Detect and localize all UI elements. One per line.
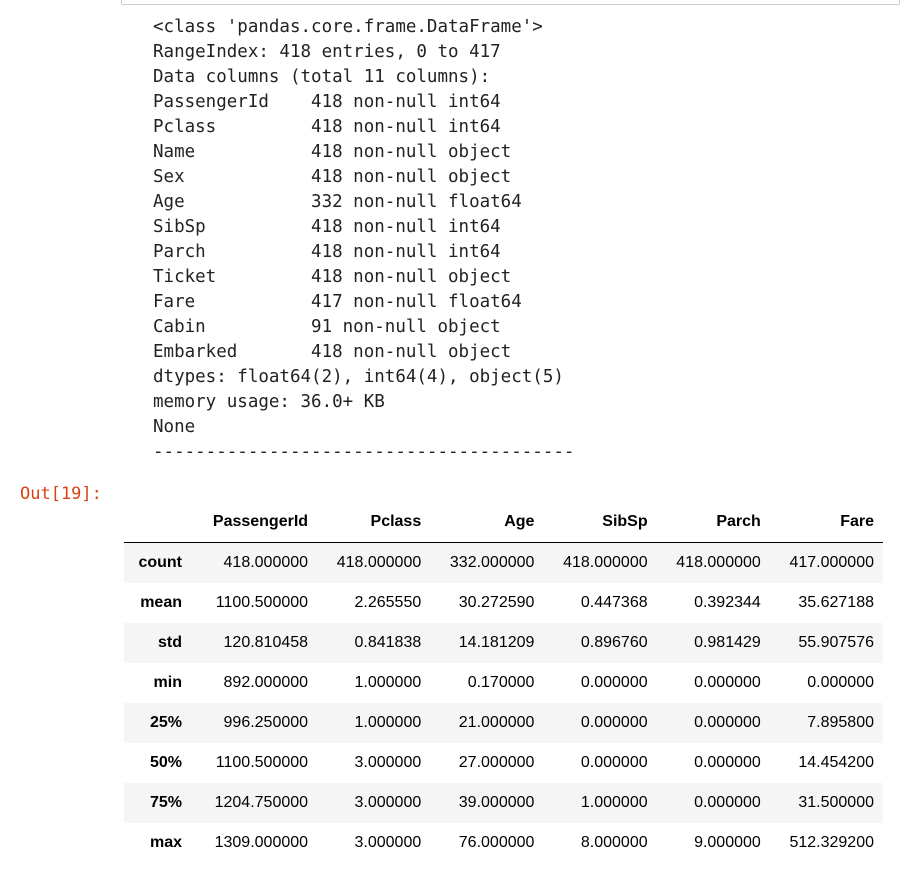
table-row: [124, 743, 883, 783]
table-cell: 76.000000: [458, 834, 535, 851]
table-cell: 0.841838: [354, 634, 422, 651]
output-prompt: Out[19]:: [20, 484, 102, 504]
describe-table: [124, 502, 883, 863]
table-cell: 3.000000: [354, 794, 422, 811]
row-index-label: 50%: [149, 754, 182, 771]
column-header: Age: [430, 502, 543, 543]
stdout-line: RangeIndex: 418 entries, 0 to 417: [153, 42, 501, 62]
table-row: [124, 783, 883, 823]
column-header: Fare: [770, 502, 883, 543]
table-cell: 0.896760: [580, 634, 648, 651]
code-cell-frame[interactable]: [121, 0, 900, 5]
table-cell: 332.000000: [449, 554, 535, 571]
table-cell: 3.000000: [354, 834, 422, 851]
row-index-label: count: [138, 554, 182, 571]
table-cell: 39.000000: [458, 794, 535, 811]
table-row: [124, 623, 883, 663]
table-cell: 30.272590: [458, 594, 535, 611]
stdout-line: Parch 418 non-null int64: [153, 242, 501, 262]
stdout-line: Cabin 91 non-null object: [153, 317, 501, 337]
stdout-line: PassengerId 418 non-null int64: [153, 92, 501, 112]
row-index-label: 25%: [149, 714, 182, 731]
table-cell: 8.000000: [580, 834, 648, 851]
stdout-line: ----------------------------------------: [153, 442, 575, 462]
column-header: SibSp: [543, 502, 656, 543]
table-cell: 1204.750000: [214, 794, 309, 811]
table-cell: 417.000000: [789, 554, 874, 571]
table-cell: 0.000000: [694, 714, 761, 731]
stdout-line: Name 418 non-null object: [153, 142, 512, 162]
stdout-line: Age 332 non-null float64: [153, 192, 522, 212]
stdout-line: dtypes: float64(2), int64(4), object(5): [153, 367, 564, 387]
table-cell: 2.265550: [354, 594, 422, 611]
row-index-label: min: [153, 674, 182, 691]
column-header: [124, 502, 191, 543]
stdout-line: None: [153, 417, 196, 437]
table-row: [124, 663, 883, 703]
table-cell: 996.250000: [223, 714, 309, 731]
table-cell: 0.170000: [467, 674, 535, 691]
table-cell: 7.895800: [807, 714, 874, 731]
table-cell: 418.000000: [676, 554, 761, 571]
table-header-row: [124, 502, 883, 543]
table-cell: 892.000000: [223, 674, 309, 691]
table-cell: 31.500000: [798, 794, 874, 811]
table-cell: 35.627188: [798, 594, 874, 611]
stdout-line: <class 'pandas.core.frame.DataFrame'>: [153, 17, 543, 37]
stdout-output: [153, 15, 753, 465]
column-header: Parch: [657, 502, 770, 543]
table-cell: 0.000000: [694, 794, 761, 811]
row-index-label: max: [149, 834, 182, 851]
table-cell: 1.000000: [354, 674, 422, 691]
stdout-line: Ticket 418 non-null object: [153, 267, 512, 287]
stdout-line: Fare 417 non-null float64: [153, 292, 522, 312]
table-cell: 1.000000: [580, 794, 648, 811]
table-cell: 14.454200: [798, 754, 874, 771]
table-cell: 418.000000: [336, 554, 422, 571]
column-header: Pclass: [317, 502, 430, 543]
table-cell: 120.810458: [223, 634, 309, 651]
row-index-label: std: [158, 634, 182, 651]
row-index-label: 75%: [149, 794, 182, 811]
table-row: [124, 583, 883, 623]
table-row: [124, 703, 883, 743]
table-cell: 0.000000: [580, 674, 648, 691]
table-cell: 9.000000: [694, 834, 761, 851]
table-cell: 0.000000: [694, 754, 761, 771]
table-cell: 512.329200: [789, 834, 874, 851]
table-cell: 418.000000: [563, 554, 648, 571]
table-cell: 0.392344: [694, 594, 761, 611]
table-cell: 1100.500000: [215, 594, 309, 611]
table-cell: 0.000000: [694, 674, 761, 691]
table-cell: 0.447368: [580, 594, 648, 611]
table-cell: 0.000000: [807, 674, 874, 691]
stdout-line: Data columns (total 11 columns):: [153, 67, 491, 87]
table-cell: 14.181209: [458, 634, 535, 651]
table-cell: 1100.500000: [215, 754, 309, 771]
row-index-label: mean: [140, 594, 182, 611]
table-cell: 0.981429: [694, 634, 761, 651]
table-cell: 27.000000: [458, 754, 535, 771]
table-row: [124, 543, 883, 584]
stdout-line: Embarked 418 non-null object: [153, 342, 512, 362]
table-cell: 21.000000: [458, 714, 535, 731]
stdout-line: SibSp 418 non-null int64: [153, 217, 501, 237]
table-row: [124, 823, 883, 863]
stdout-line: memory usage: 36.0+ KB: [153, 392, 385, 412]
table-cell: 3.000000: [354, 754, 422, 771]
table-cell: 1.000000: [354, 714, 422, 731]
table-cell: 55.907576: [798, 634, 874, 651]
column-header: PassengerId: [191, 502, 317, 543]
table-cell: 0.000000: [580, 714, 648, 731]
table-cell: 1309.000000: [214, 834, 309, 851]
stdout-line: Pclass 418 non-null int64: [153, 117, 501, 137]
table-cell: 0.000000: [580, 754, 648, 771]
table-cell: 418.000000: [223, 554, 309, 571]
stdout-line: Sex 418 non-null object: [153, 167, 512, 187]
